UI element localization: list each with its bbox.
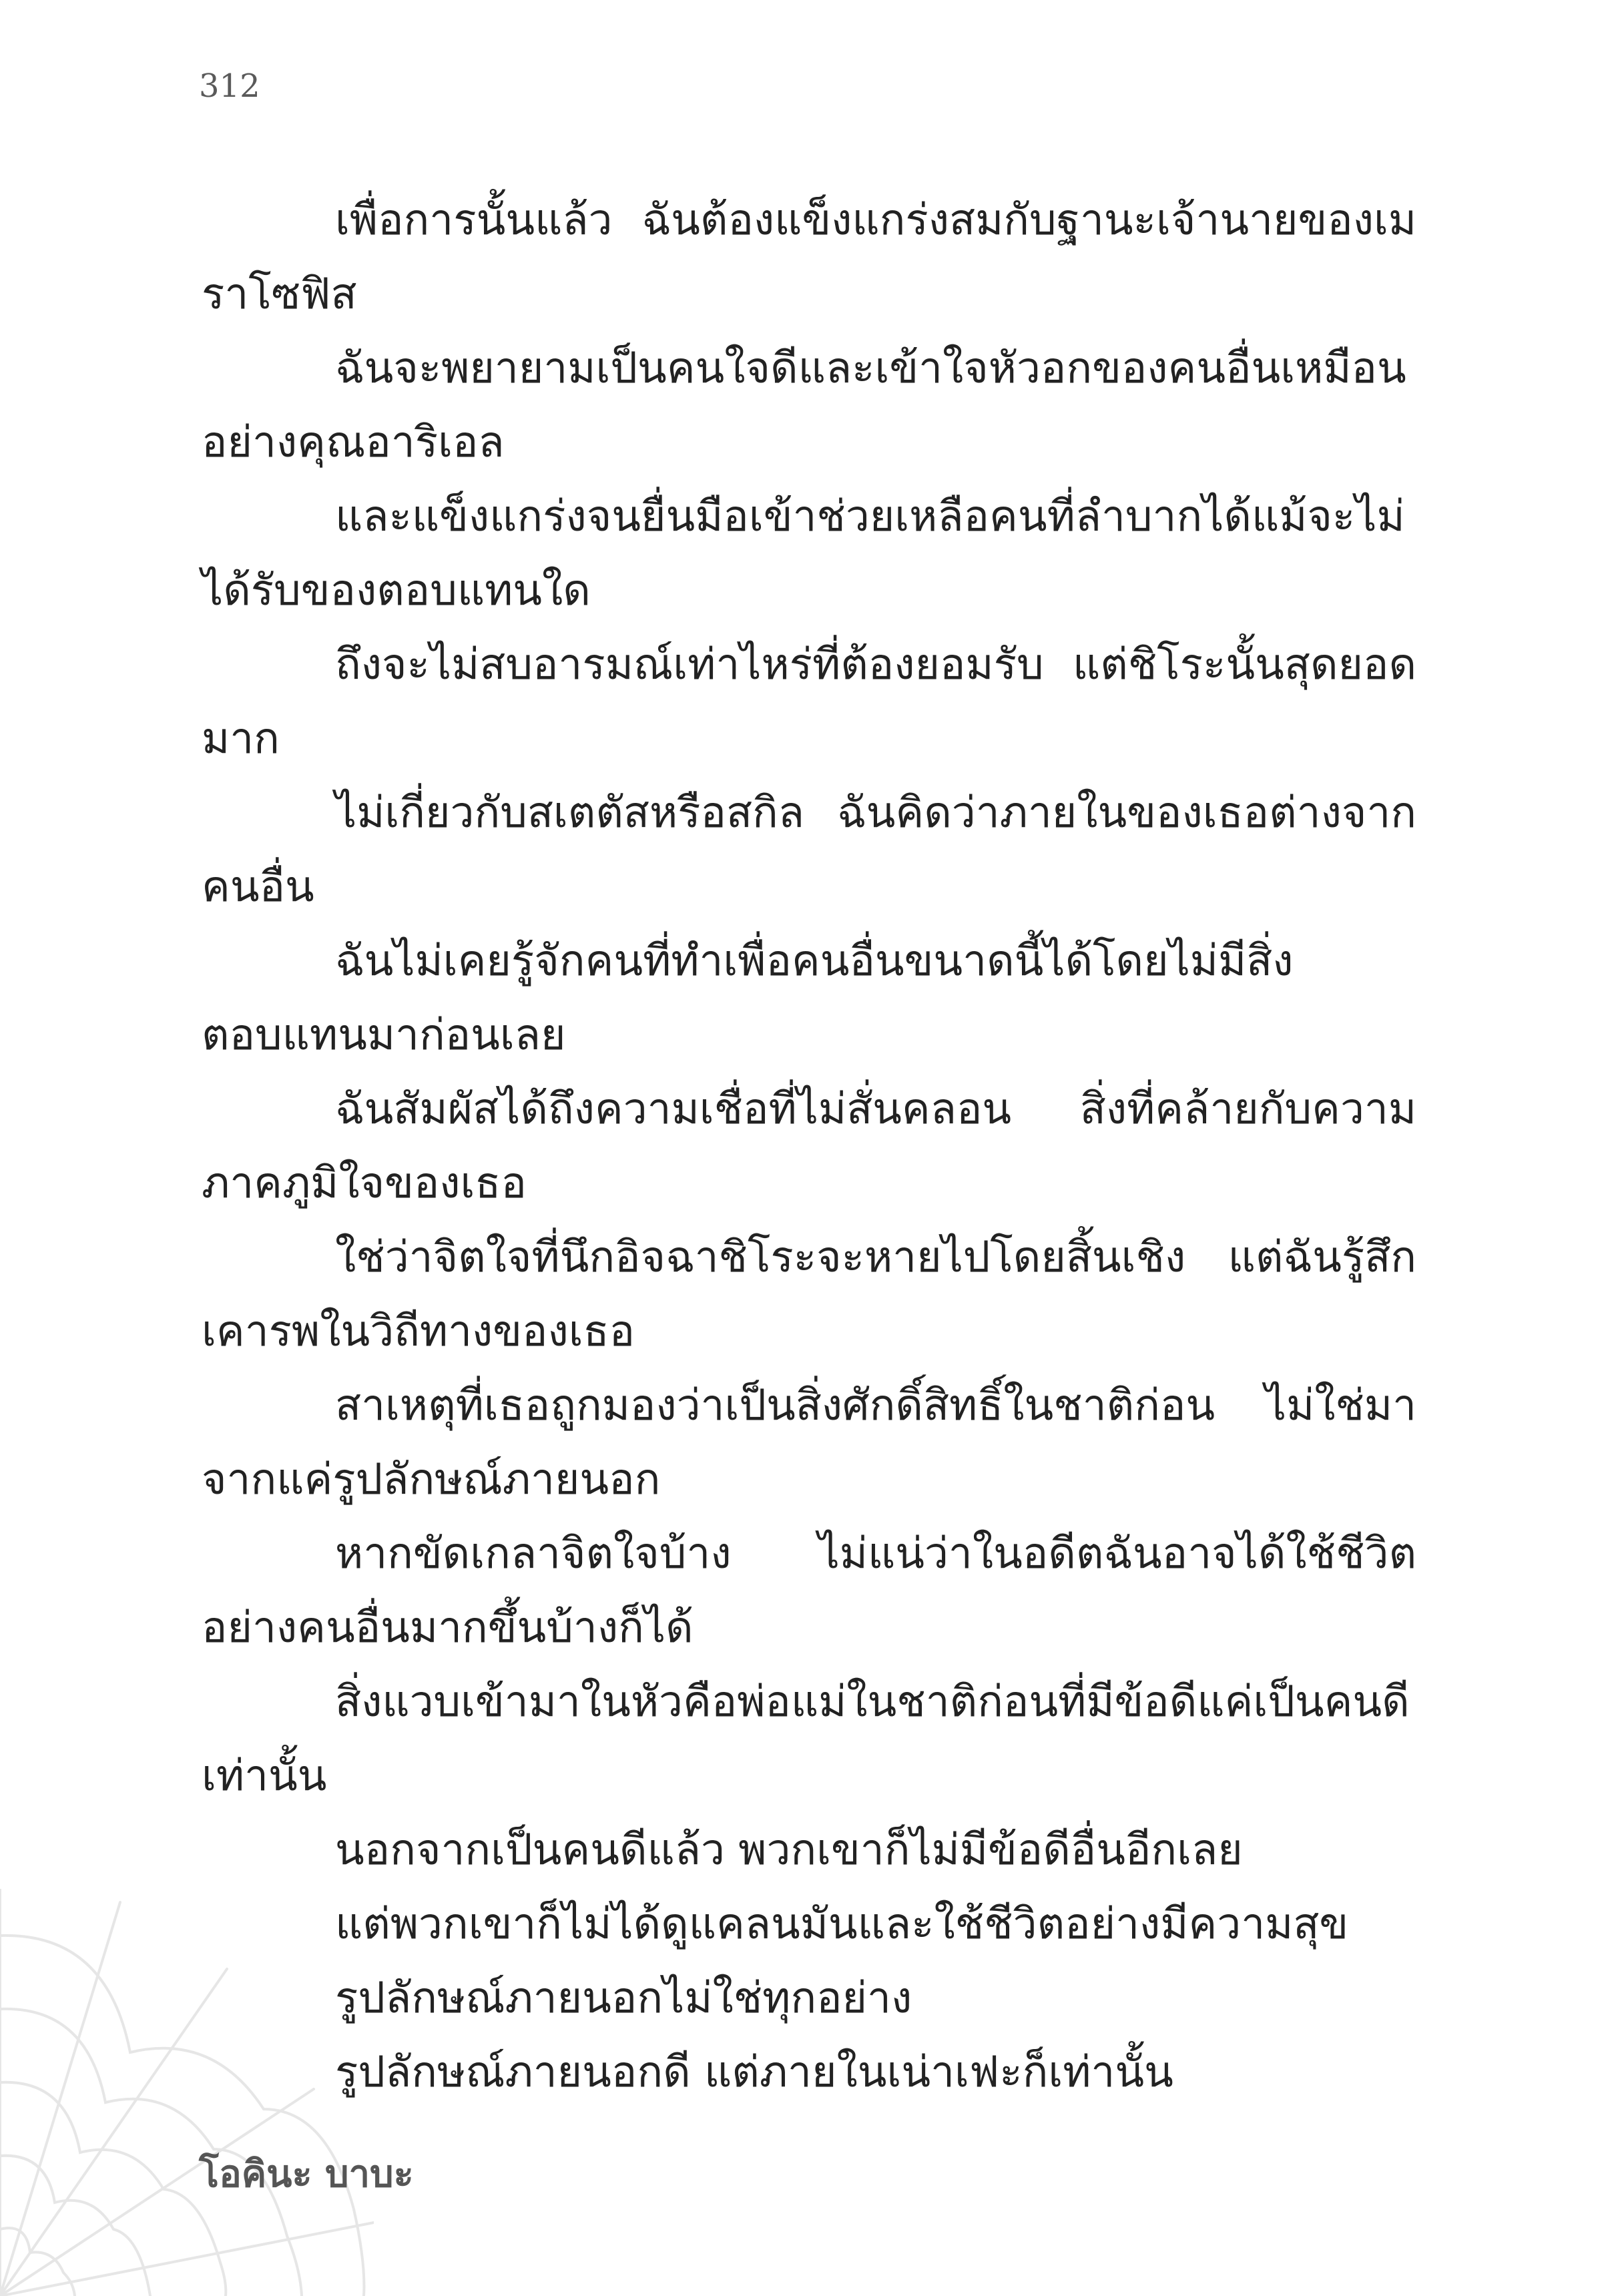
spider-web-icon [0, 1889, 374, 2296]
paragraph-4: ถึงจะไม่สบอารมณ์เท่าไหร่ที่ต้องยอมรับ แต่ชิโระนั้นสุดยอดมาก [202, 640, 1416, 764]
paragraph-1: เพื่อการนั้นแล้ว ฉันต้องแข็งแกร่งสมกับฐานะเจ้านายของเมราโซฟิส [202, 196, 1416, 319]
paragraph-10: หากขัดเกลาจิตใจบ้าง ไม่แน่ว่าในอดีตฉันอาจได้ใช้ชีวิตอย่างคนอื่นมากขึ้นบ้างก็ได้ [202, 1529, 1416, 1653]
paragraph-6: ฉันไม่เคยรู้จักคนที่ทำเพื่อคนอื่นขนาดนี้ได้โดยไม่มีสิ่งตอบแทนมาก่อนเลย [202, 936, 1294, 1060]
footer-book-title: โอคินะ บาบะ [199, 2152, 414, 2196]
page-number: 312 [199, 67, 260, 105]
paragraph-11: สิ่งแวบเข้ามาในหัวคือพ่อแม่ในชาติก่อนที่มีข้อดีแค่เป็นคนดีเท่านั้น [202, 1677, 1410, 1801]
paragraph-9: สาเหตุที่เธอถูกมองว่าเป็นสิ่งศักดิ์สิทธิ์ในชาติก่อน ไม่ใช่มาจากแค่รูปลักษณ์ภายนอก [202, 1381, 1416, 1504]
paragraph-7: ฉันสัมผัสได้ถึงความเชื่อที่ไม่สั่นคลอน สิ่งที่คล้ายกับความภาคภูมิใจของเธอ [202, 1085, 1416, 1208]
paragraph-12: นอกจากเป็นคนดีแล้ว พวกเขาก็ไม่มีข้อดีอื่นอีกเลย [335, 1825, 1243, 1875]
paragraph-15: รูปลักษณ์ภายนอกดี แต่ภายในเน่าเฟะก็เท่านั้น [335, 2048, 1173, 2097]
paragraph-2: ฉันจะพยายามเป็นคนใจดีและเข้าใจหัวอกของคนอื่นเหมือนอย่างคุณอาริเอล [202, 344, 1406, 467]
paragraph-14: รูปลักษณ์ภายนอกไม่ใช่ทุกอย่าง [335, 1974, 912, 2023]
paragraph-5: ไม่เกี่ยวกับสเตตัสหรือสกิล ฉันคิดว่าภายในของเธอต่างจากคนอื่น [202, 788, 1416, 912]
body-text [202, 184, 1416, 2110]
paragraph-13: แต่พวกเขาก็ไม่ได้ดูแคลนมันและใช้ชีวิตอย่างมีความสุข [335, 1900, 1349, 1949]
paragraph-8: ใช่ว่าจิตใจที่นึกอิจฉาชิโระจะหายไปโดยสิ้นเชิง แต่ฉันรู้สึกเคารพในวิถีทางของเธอ [202, 1233, 1416, 1356]
paragraph-3: และแข็งแกร่งจนยื่นมือเข้าช่วยเหลือคนที่ลำบากได้แม้จะไม่ได้รับของตอบแทนใด [202, 492, 1405, 615]
